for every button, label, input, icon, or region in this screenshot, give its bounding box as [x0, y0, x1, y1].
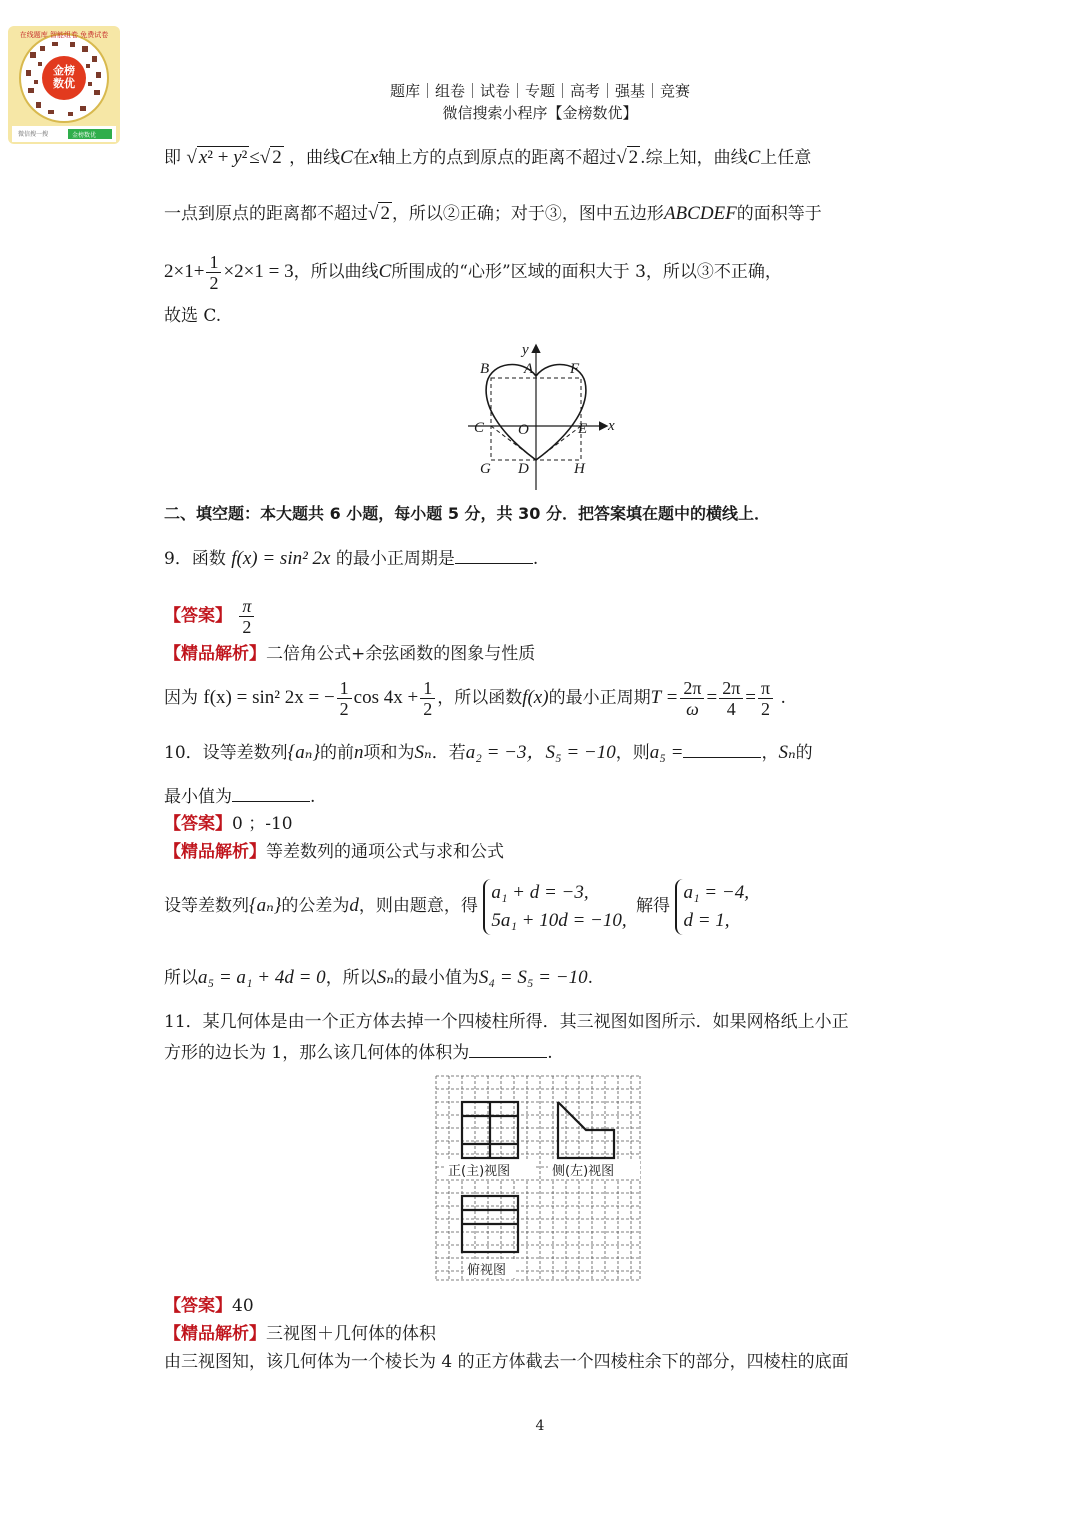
text: .综上知，曲线 — [640, 148, 748, 168]
page-number: 4 — [535, 1418, 545, 1434]
math-expr: a₅ = — [649, 742, 684, 763]
front-view-label: 正(主)视图 — [448, 1164, 511, 1179]
logo-footer-text: 微信搜一搜 — [18, 131, 49, 138]
header-links: 题库｜组卷｜试卷｜专题｜高考｜强基｜竞赛 — [389, 82, 690, 100]
text: 因为 — [164, 688, 198, 708]
answer-value: 40 — [232, 1296, 254, 1316]
pentagon-name: ABCDEF — [663, 203, 737, 224]
side-view-label: 侧(左)视图 — [552, 1164, 615, 1179]
math-expr: d — [349, 895, 359, 916]
text: 所以 — [164, 968, 198, 988]
math-expr: S₄ = S₅ = −10 — [478, 967, 588, 988]
text: ， — [761, 743, 779, 763]
side-view — [558, 1102, 614, 1158]
fraction: $\frac{1}{2}$ — [206, 252, 221, 293]
q11-solution: 由三视图知，该几何体为一个棱长为 4 的正方体截去一个四棱柱余下的部分，四棱柱的底面 — [164, 1352, 849, 1372]
fraction: $\frac{1}{2}$ — [337, 678, 352, 719]
math-expr: n — [354, 742, 364, 763]
var-x: x — [369, 147, 379, 168]
text: 的公差为 — [281, 896, 350, 916]
q11-answer — [164, 1294, 254, 1318]
text: ，曲线 — [289, 148, 341, 168]
text: 一点到原点的距离都不超过 — [164, 204, 368, 224]
label-y: y — [522, 342, 529, 358]
var-C: C — [747, 147, 761, 168]
text: 最小值为 — [164, 787, 232, 807]
q10-answer — [164, 812, 293, 836]
top-view-label: 俯视图 — [467, 1263, 507, 1278]
math-expr: 2×1+ — [164, 261, 205, 282]
math-expr: ×2×1 = 3 — [223, 261, 294, 282]
q10-solution-line2 — [164, 966, 593, 990]
q10-stem — [164, 740, 813, 765]
text: 轴上方的点到原点的距离不超过 — [378, 148, 617, 168]
para1-line2 — [164, 202, 822, 226]
analysis-tag: 【精品解析】 — [164, 842, 266, 862]
text: 即 — [164, 148, 181, 168]
analysis-topic: 等差数列的通项公式与求和公式 — [266, 842, 504, 862]
fraction: $\frac{2\pi}{\omega}$ — [680, 678, 704, 719]
text: 10．设等差数列 — [164, 743, 288, 763]
math-expr: Sₙ — [778, 742, 796, 763]
math-expr: cos 4x + — [353, 687, 419, 708]
text: 的最小正周期是 — [335, 549, 455, 569]
label-O: O — [518, 422, 529, 438]
answer-fraction: $\frac{\pi}{2}$ — [239, 596, 254, 637]
q11-stem-line2: 方形的边长为 1，那么该几何体的体积为 . — [164, 1040, 553, 1065]
q10-stem-line2: 最小值为 . — [164, 784, 315, 809]
math-expr: {aₙ} — [287, 742, 321, 763]
math-expr: a₅ = a₁ + 4d = 0 — [198, 967, 326, 988]
analysis-tag: 【精品解析】 — [164, 644, 266, 664]
label-B: B — [480, 361, 490, 377]
text: 上任意 — [760, 148, 812, 168]
sqrt-expression: √ x² + y² ≤√ 2 — [186, 147, 282, 168]
math-expr: = — [745, 687, 756, 708]
answer-tag: 【答案】 — [164, 1296, 232, 1316]
fraction: $\frac{2\pi}{4}$ — [719, 678, 743, 719]
text: ．若 — [431, 743, 466, 763]
para1-line1 — [164, 146, 811, 170]
q9-stem: 9．函数 f(x) = sin² 2x 的最小正周期是 . — [164, 548, 539, 569]
header-miniprogram: 微信搜索小程序【金榜数优】 — [442, 104, 638, 122]
text: 解得 — [636, 896, 671, 916]
logo-ring-text: 在线题库 智能组卷 免费试卷 — [19, 31, 109, 39]
text: 的前 — [320, 743, 355, 763]
text: 方形的边长为 1，那么该几何体的体积为 — [164, 1043, 470, 1063]
label-D: D — [518, 461, 529, 477]
label-E: E — [578, 421, 588, 437]
logo-center-line1: 金榜 — [53, 64, 75, 77]
top-view — [462, 1196, 518, 1252]
text: 所围成的“心形”区域的面积大于 3，所以③不正确， — [391, 262, 782, 282]
answer-blank — [455, 546, 533, 564]
q11-stem-line1: 11．某几何体是由一个正方体去掉一个四棱柱所得．其三视图如图所示．如果网格纸上小正 — [164, 1012, 849, 1032]
math-expr: f(x) = sin² 2x = − — [203, 687, 335, 708]
math-expr: T = — [650, 687, 679, 708]
answer-value: 0 ；-10 — [232, 814, 293, 834]
analysis-topic: 三视图＋几何体的体积 — [266, 1324, 436, 1344]
text: ，则 — [615, 743, 650, 763]
label-x: x — [608, 418, 615, 434]
logo-footer-badge: 金榜数优 — [72, 132, 97, 139]
math-expr: Sₙ — [414, 742, 432, 763]
answer-tag: 【答案】 — [164, 814, 232, 834]
fraction: $\frac{\pi}{2}$ — [758, 678, 773, 719]
q11-analysis — [164, 1322, 436, 1346]
fraction: $\frac{1}{2}$ — [420, 678, 435, 719]
q9-analysis — [164, 642, 535, 666]
answer-tag: 【答案】 — [164, 606, 232, 626]
label-C: C — [474, 420, 485, 436]
text: 9．函数 — [164, 549, 226, 569]
text: ，所以曲线 — [293, 262, 379, 282]
text: ，所以 — [325, 968, 377, 988]
math-expr: a₂ = −3，S₅ = −10 — [465, 742, 616, 763]
label-A: A — [524, 361, 534, 377]
solution-system: a₁ = −4, d = 1, — [675, 879, 753, 935]
q10-solution — [164, 876, 753, 936]
text: ，所以②正确；对于③，图中五边形 — [391, 204, 664, 224]
text: 在 — [352, 148, 370, 168]
math-expr: {aₙ} — [249, 895, 282, 916]
text: ，则由题意，得 — [358, 896, 478, 916]
q10-analysis — [164, 840, 504, 864]
heart-curve-figure — [460, 340, 620, 492]
label-F: F — [570, 361, 580, 377]
q9-answer — [164, 592, 256, 640]
section-title: 二、填空题：本大题共 6 小题，每小题 5 分，共 30 分．把答案填在题中的横线上． — [164, 504, 770, 523]
sqrt-two: √ 2 — [616, 147, 639, 168]
sqrt-two: √ 2 — [368, 203, 390, 224]
text: . — [587, 968, 593, 988]
var-C: C — [340, 147, 353, 168]
para1-line3 — [164, 248, 782, 296]
var-C: C — [378, 261, 392, 282]
text: 项和为 — [363, 743, 415, 763]
equation-system: a₁ + d = −3, 5a₁ + 10d = −10, — [483, 879, 630, 935]
answer-blank — [469, 1040, 547, 1058]
para1-line4: 故选 C. — [164, 306, 222, 326]
label-G: G — [480, 461, 491, 477]
answer-blank — [232, 784, 310, 802]
answer-blank — [683, 740, 761, 758]
front-view — [462, 1102, 518, 1158]
text: 的最小正周期 — [548, 688, 651, 708]
text: 的面积等于 — [736, 204, 822, 224]
analysis-topic: 二倍角公式+余弦函数的图象与性质 — [266, 644, 536, 664]
text: ，所以函数 — [437, 688, 523, 708]
math-expr: = — [706, 687, 718, 708]
logo-center-line2: 数优 — [53, 77, 75, 90]
math-expr: f(x) — [522, 687, 549, 708]
three-view-figure — [434, 1074, 644, 1284]
text: 设等差数列 — [164, 896, 249, 916]
label-H: H — [574, 461, 585, 477]
math-expr: f(x) = sin² 2x — [231, 548, 331, 569]
analysis-tag: 【精品解析】 — [164, 1324, 266, 1344]
math-expr: Sₙ — [376, 967, 394, 988]
q9-solution: 因为 f(x) = sin² 2x = − $\frac{1}{2}$ cos 4x + $\frac{1}{2}$ ，所以函数f(x)的最小正周期T = $\frac{2\pi}{\omega}$ = $\frac{2\pi}{4}$ = $\frac{\pi}{2}$ . — [164, 678, 786, 719]
text: 的最小值为 — [393, 968, 479, 988]
text: 的 — [795, 743, 813, 763]
